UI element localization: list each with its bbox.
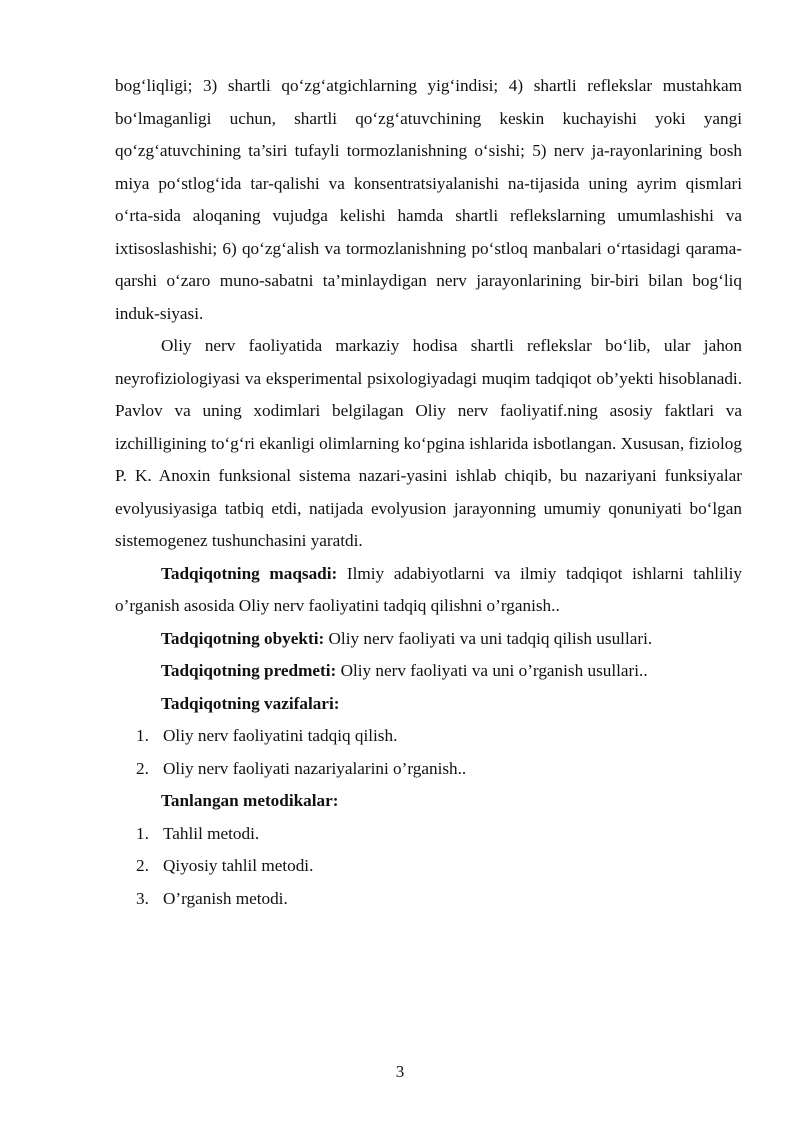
methods-heading: Tanlangan metodikalar: [161, 791, 339, 810]
document-page [115, 70, 742, 915]
list-item [115, 818, 742, 851]
object-text: Oliy nerv faoliyati va uni tadqiq qilish usullari. [324, 628, 653, 648]
list-item-text: Qiyosiy tahlil metodi. [163, 856, 314, 875]
tasks-list [115, 720, 742, 785]
subject-text: Oliy nerv faoliyati va uni o’rganish usullari.. [336, 661, 648, 680]
list-item [115, 753, 742, 786]
goal-paragraph [115, 558, 742, 623]
page-number: 3 [395, 1062, 405, 1081]
paragraph-1: bog‘liqligi; 3) shartli qo‘zg‘atgichlarning yig‘indisi; 4) shartli reflekslar mustahkam bo‘lmaganligi uchun, shartli qo‘zg‘atuvchining keskin kuchayishi yoki yangi qo‘zg‘atuvchining ta’siri tufayli tormozlanishning o‘sishi; 5) nerv ja-rayonlarining bosh miya po‘stlog‘ida tar-qalishi va konsentratsiyalanishi na-tijasida uning ayrim qismlari o‘rta-sida aloqaning vujudga kelishi hamda shartli reflekslarning umumlashishi va ixtisoslashishi; 6) qo‘zg‘alish va tormozlanishning po‘stloq manbalari o‘rtasidagi qarama-qarshi o‘zaro muno-sabatni ta’minlaydigan nerv jarayonlarining bir-biri bilan bog‘liq induk-siyasi. [115, 76, 742, 323]
paragraph-2: Oliy nerv faoliyatida markaziy hodisa shartli reflekslar bo‘lib, ular jahon neyrofiziologiyasi va eksperimental psixologiyadagi muqim tadqiqot ob’yekti hisoblanadi. Pavlov va uning xodimlari belgilagan Oliy nerv faoliyatif.ning asosiy faktlari va izchilligining to‘g‘ri ekanligi olimlarning ko‘pgina ishlarida isbotlangan. Xususan, fiziolog P. K. Anoxin funksional sistema nazari-yasini ishlab chiqib, bu nazariyani funksiyalar evolyusiyasiga tatbiq etdi, natijada evolyusion jarayonning umumiy qonuniyati bo‘lgan sistemogenez tushunchasini yaratdi. [115, 336, 742, 550]
methods-list [115, 818, 742, 916]
tasks-heading: Tadqiqotning vazifalari: [161, 693, 340, 713]
list-item-text: O’rganish metodi. [163, 888, 288, 908]
list-item [115, 720, 742, 753]
goal-text: Ilmiy adabiyotlarni va ilmiy tadqiqot ishlarni tahliliy o’rganish asosida Oliy nerv faoliyatini tadqiq qilishni o’rganish.. [115, 563, 742, 615]
list-item [115, 850, 742, 883]
list-item-number: 3. [136, 888, 149, 908]
list-item-text: Tahlil metodi. [163, 823, 260, 843]
list-item-text: Oliy nerv faoliyati nazariyalarini o’rganish.. [163, 758, 467, 778]
list-item-number: 1. [136, 726, 149, 745]
subject-label: Tadqiqotning predmeti: [161, 661, 337, 680]
list-item-number: 2. [136, 856, 149, 875]
object-label: Tadqiqotning obyekti: [161, 628, 325, 648]
list-item-number: 1. [136, 823, 149, 843]
list-item-number: 2. [136, 758, 149, 778]
goal-label: Tadqiqotning maqsadi: [161, 563, 338, 583]
list-item-text: Oliy nerv faoliyatini tadqiq qilish. [163, 726, 398, 745]
subject-paragraph [115, 655, 742, 688]
object-paragraph [115, 623, 742, 656]
list-item [115, 883, 742, 916]
